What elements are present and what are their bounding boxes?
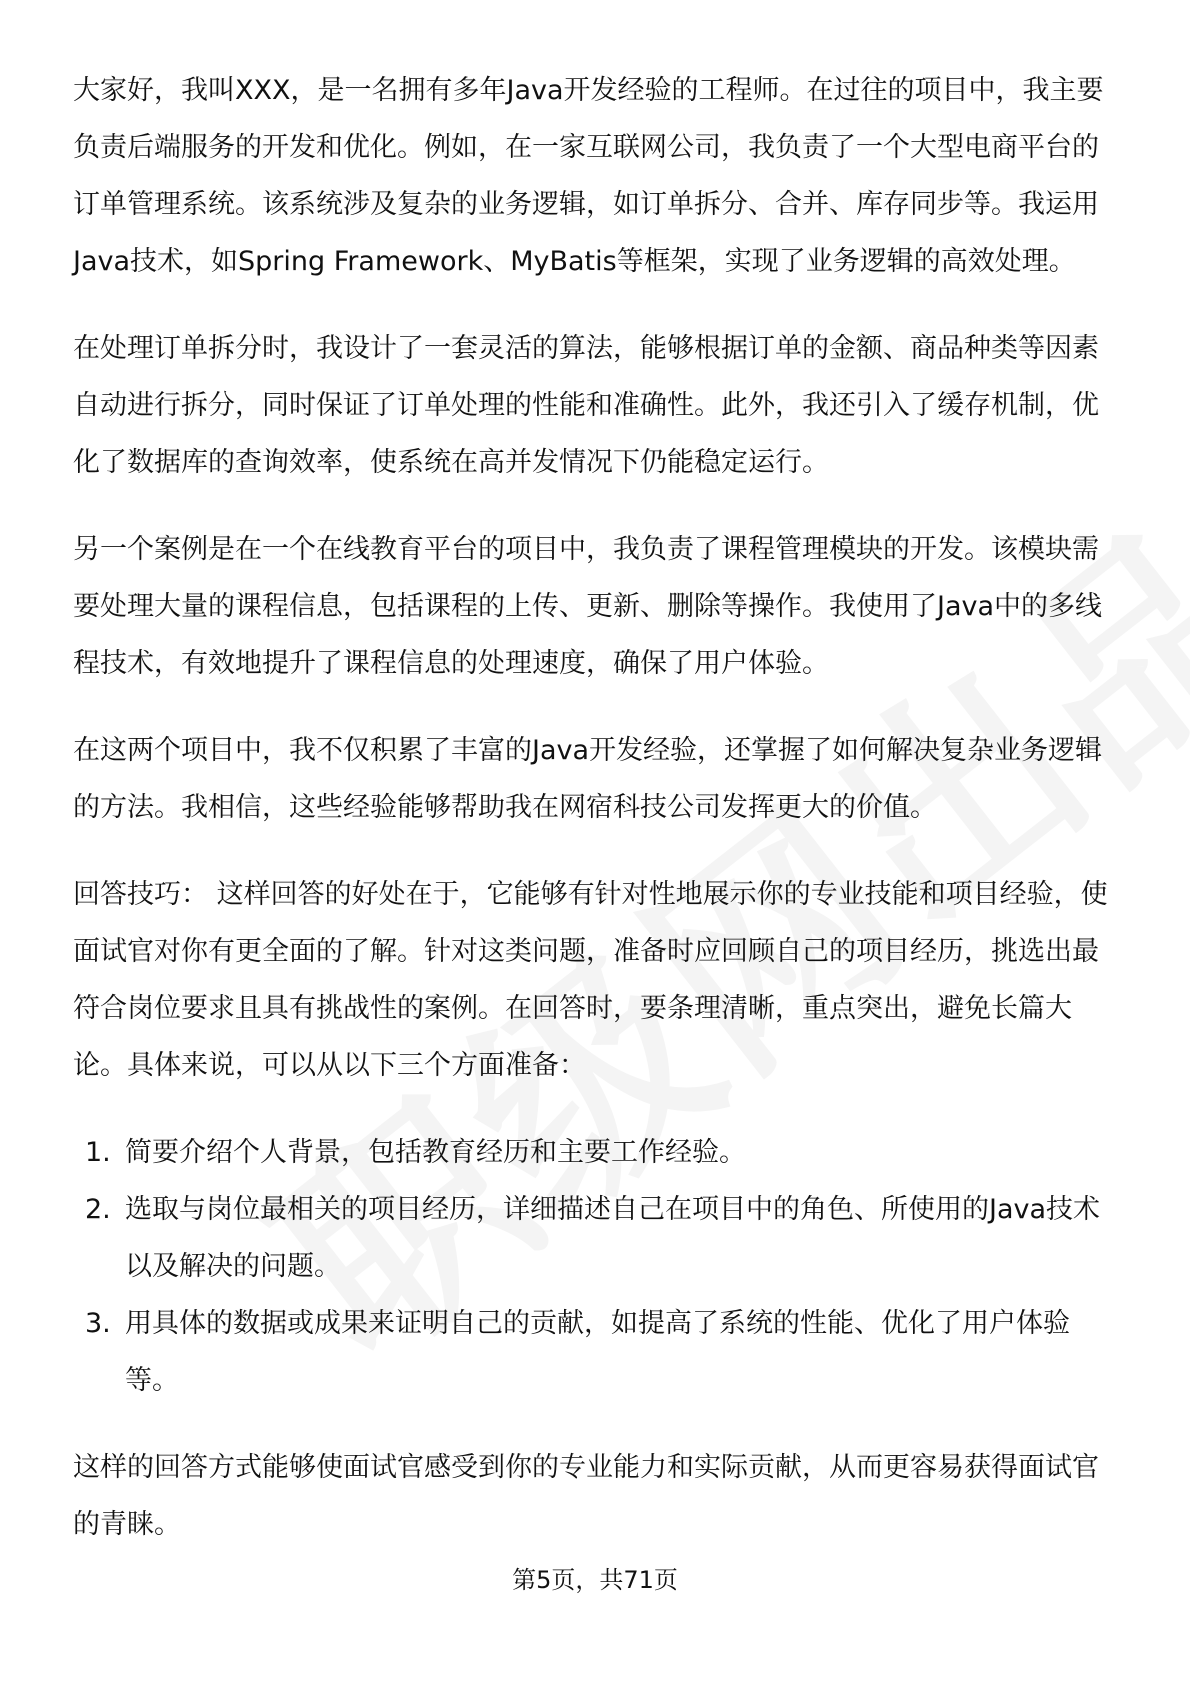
paragraph-order-split: 在处理订单拆分时，我设计了一套灵活的算法，能够根据订单的金额、商品种类等因素自动进行拆分，同时保证了订单处理的性能和准确性。此外，我还引入了缓存机制，优化了数据库的查询效率，使系统在高并发情况下仍能稳定运行。 xyxy=(73,333,1099,478)
list-item-number: 2. xyxy=(85,1194,111,1225)
list-item xyxy=(73,1124,1123,1181)
paragraph-summary: 在这两个项目中，我不仅积累了丰富的Java开发经验，还掌握了如何解决复杂业务逻辑的方法。我相信，这些经验能够帮助我在网宿科技公司发挥更大的价值。 xyxy=(73,735,1103,823)
paragraph-intro: 大家好，我叫XXX，是一名拥有多年Java开发经验的工程师。在过往的项目中，我主要负责后端服务的开发和优化。例如，在一家互联网公司，我负责了一个大型电商平台的订单管理系统。该系统涉及复杂的业务逻辑，如订单拆分、合并、库存同步等。我运用Java技术，如Spring Framework、MyBatis等框架，实现了业务逻辑的高效处理。 xyxy=(73,75,1104,277)
page-number: 第5页，共71页 xyxy=(512,1566,678,1594)
list-item-text: 选取与岗位最相关的项目经历，详细描述自己在项目中的角色、所使用的Java技术以及解决的问题。 xyxy=(125,1194,1101,1282)
list-item-number: 1. xyxy=(85,1137,111,1168)
paragraph-closing: 这样的回答方式能够使面试官感受到你的专业能力和实际贡献，从而更容易获得面试官的青睐。 xyxy=(73,1452,1099,1540)
preparation-list xyxy=(73,1124,1123,1409)
document-body xyxy=(73,62,1123,1583)
list-item-number: 3. xyxy=(85,1308,111,1339)
list-item-text: 用具体的数据或成果来证明自己的贡献，如提高了系统的性能、优化了用户体验等。 xyxy=(125,1308,1070,1396)
list-item xyxy=(73,1295,1123,1409)
list-item xyxy=(73,1181,1123,1295)
answer-tips-text: 这样回答的好处在于，它能够有针对性地展示你的专业技能和项目经验，使面试官对你有更全面的了解。针对这类问题，准备时应回顾自己的项目经历，挑选出最符合岗位要求且具有挑战性的案例。在回答时，要条理清晰，重点突出，避免长篇大论。具体来说，可以从以下三个方面准备： xyxy=(73,879,1108,1081)
paragraph-education-platform: 另一个案例是在一个在线教育平台的项目中，我负责了课程管理模块的开发。该模块需要处理大量的课程信息，包括课程的上传、更新、删除等操作。我使用了Java中的多线程技术，有效地提升了课程信息的处理速度，确保了用户体验。 xyxy=(73,534,1103,679)
answer-tips-label: 回答技巧： xyxy=(73,879,208,910)
list-item-text: 简要介绍个人背景，包括教育经历和主要工作经验。 xyxy=(125,1137,746,1168)
answer-tips xyxy=(73,866,1123,1094)
